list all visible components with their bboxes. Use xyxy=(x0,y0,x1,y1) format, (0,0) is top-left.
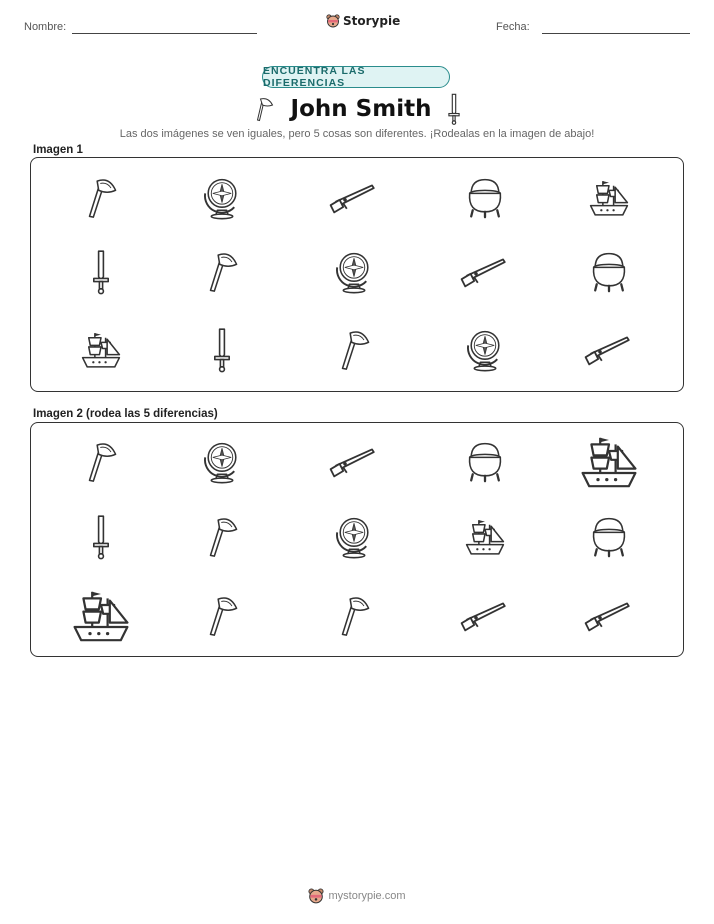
axe-icon[interactable] xyxy=(199,514,245,560)
name-line[interactable] xyxy=(72,33,257,34)
musket-icon xyxy=(458,253,512,291)
cauldron-icon[interactable] xyxy=(462,439,508,485)
cauldron-icon[interactable] xyxy=(586,514,632,560)
footer-url: mystorypie.com xyxy=(328,890,406,902)
compass-icon xyxy=(199,175,245,221)
compass-icon[interactable] xyxy=(199,439,245,485)
musket-icon xyxy=(327,179,381,217)
axe-icon xyxy=(199,249,245,295)
musket-icon[interactable] xyxy=(582,597,636,635)
title-row xyxy=(0,92,714,126)
name-label: Nombre: xyxy=(24,21,67,33)
ship-icon[interactable] xyxy=(462,514,508,560)
axe-icon xyxy=(78,175,124,221)
brand-name: Storypie xyxy=(343,14,401,28)
musket-icon[interactable] xyxy=(458,597,512,635)
ship-icon xyxy=(586,175,632,221)
date-label: Fecha: xyxy=(496,21,530,33)
footer xyxy=(0,888,714,904)
sword-icon xyxy=(210,325,234,375)
axe-icon xyxy=(331,327,377,373)
ship-icon[interactable] xyxy=(576,429,642,495)
bear-icon xyxy=(326,14,340,28)
instructions: Las dos imágenes se ven iguales, pero 5 cosas son diferentes. ¡Rodealas en la imagen de abajo! xyxy=(119,128,595,140)
bear-icon xyxy=(308,888,324,904)
axe-icon[interactable] xyxy=(331,593,377,639)
image1-label: Imagen 1 xyxy=(33,144,83,156)
axe-icon xyxy=(251,94,277,124)
musket-icon xyxy=(582,331,636,369)
sword-icon xyxy=(89,247,113,297)
ship-icon xyxy=(78,327,124,373)
axe-icon[interactable] xyxy=(78,439,124,485)
sword-icon xyxy=(445,92,463,126)
page-title: John Smith xyxy=(290,96,432,122)
axe-icon[interactable] xyxy=(199,593,245,639)
cauldron-icon xyxy=(462,175,508,221)
date-line[interactable] xyxy=(542,33,690,34)
sword-icon[interactable] xyxy=(89,512,113,562)
compass-icon[interactable] xyxy=(331,514,377,560)
ship-icon[interactable] xyxy=(68,583,134,649)
compass-icon xyxy=(462,327,508,373)
activity-badge: ENCUENTRA LAS DIFERENCIAS xyxy=(262,66,450,88)
cauldron-icon xyxy=(586,249,632,295)
musket-icon[interactable] xyxy=(327,443,381,481)
storypie-logo xyxy=(326,14,400,28)
image2-label: Imagen 2 (rodea las 5 diferencias) xyxy=(33,408,218,420)
compass-icon xyxy=(331,249,377,295)
